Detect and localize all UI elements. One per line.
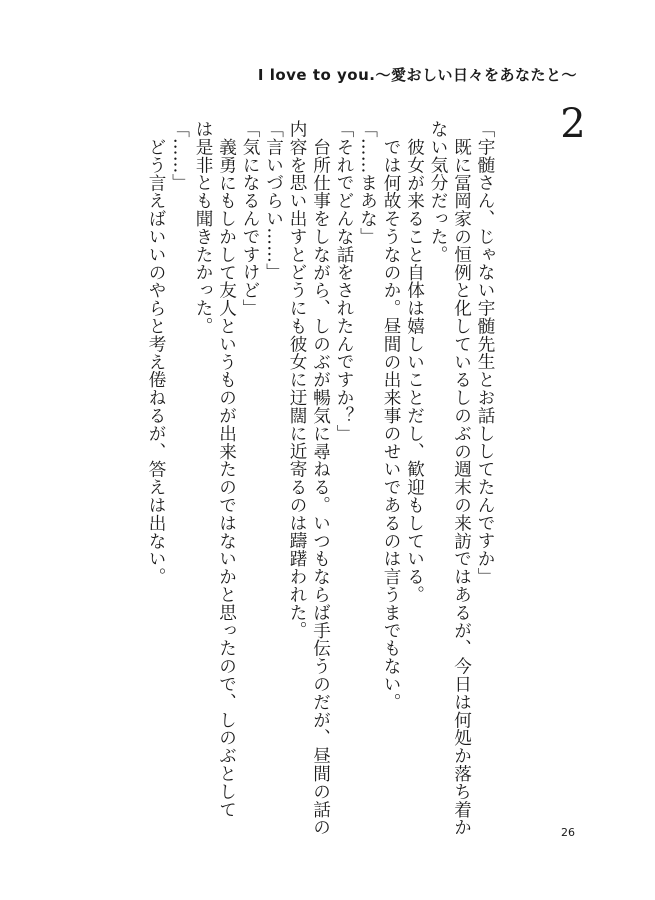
text-line: 彼女が来ること自体は嬉しいことだし、歓迎もしている。	[404, 137, 425, 603]
text-line: 内容を思い出すとどうにも彼女に迂闊に近寄るのは躊躇われた。	[287, 120, 307, 640]
text-line: 「気になるんですけど」	[240, 120, 260, 317]
text-line: 「言いづらい……」	[263, 120, 284, 282]
text-line: 既に冨岡家の恒例と化しているしのぶの週末の来訪ではあるが、今日は何処か落ち着か	[451, 137, 472, 836]
text-line: 義勇にもしかして友人というものが出来たのではないかと思ったので、しのぶとして	[216, 137, 237, 818]
page-number: 26	[561, 826, 575, 839]
text-line: 台所仕事をしながら、しのぶが暢気に尋ねる。いつもならば手伝うのだが、昼間の話の	[310, 137, 331, 836]
text-line: では何故そうなのか。昼間の出来事のせいであるのは言うまでもない。	[381, 137, 401, 711]
text-line: ない気分だった。	[428, 120, 448, 264]
body-text	[120, 120, 496, 840]
text-line: 「……」	[169, 120, 190, 192]
text-line: は是非とも聞きたかった。	[193, 120, 213, 335]
running-header: I love to you.〜愛おしい日々をあなたと〜	[257, 66, 577, 84]
text-line: 「それでどんな話をされたんですか？」	[334, 120, 354, 443]
text-line: 「……まあな」	[357, 120, 378, 246]
text-line: 「宇髄さん、じゃない宇髄先生とお話ししてたんですか」	[475, 120, 495, 586]
text-line: どう言えばいいのやらと考え倦ねるが、答えは出ない。	[146, 137, 166, 586]
chapter-number: 2	[560, 101, 586, 147]
